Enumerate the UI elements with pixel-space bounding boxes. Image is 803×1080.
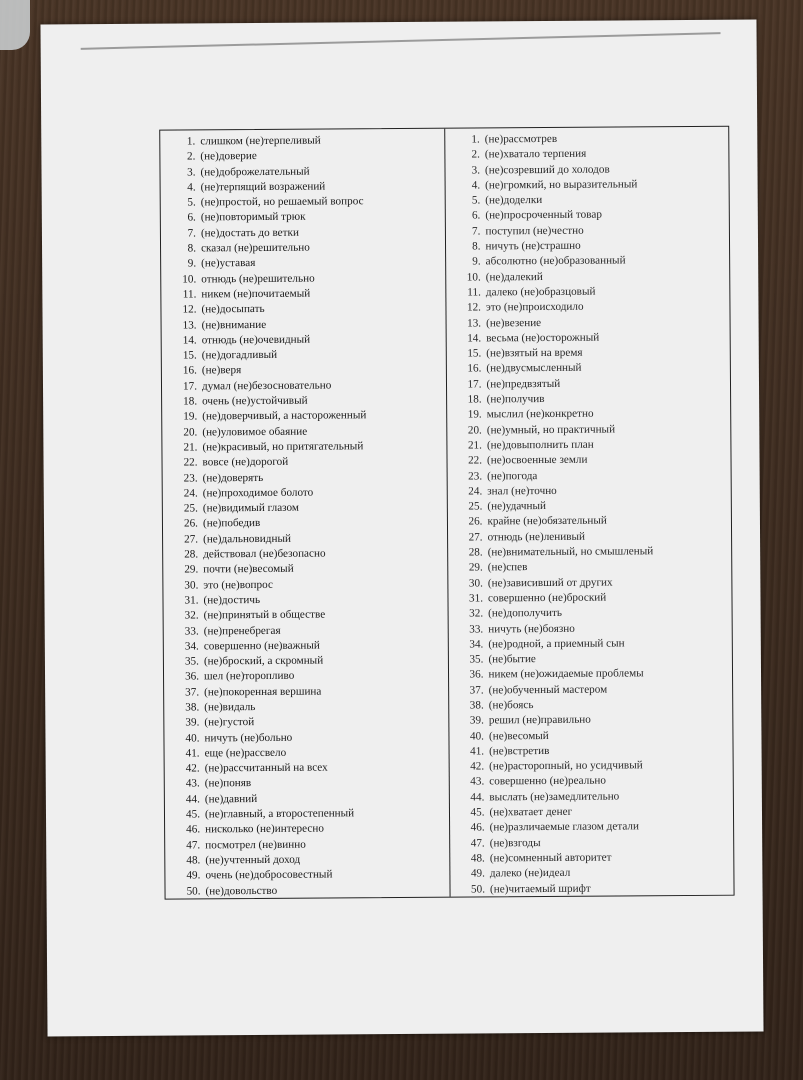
item-text: (не)достать до ветки	[200, 226, 299, 240]
item-text: (не)погода	[487, 469, 538, 482]
item-text: (не)хватает денег	[489, 805, 573, 819]
item-number: 2.	[186, 150, 196, 163]
item-text: (не)освоенные земли	[486, 453, 588, 467]
item-number: 16.	[182, 364, 197, 377]
item-number: 24.	[183, 487, 198, 500]
item-number: 41.	[185, 747, 200, 760]
item-number: 50.	[470, 882, 486, 896]
item-text: (не)принятый в обществе	[203, 608, 326, 622]
item-text: очень (не)добросовестный	[205, 868, 333, 882]
item-number: 9.	[187, 257, 197, 270]
item-text: (не)давний	[204, 792, 258, 806]
item-text: (не)предвзятый	[486, 377, 561, 391]
item-text: (не)сомненный авторитет	[489, 851, 612, 865]
left-column	[160, 129, 450, 899]
item-text: (не)победив	[202, 517, 261, 530]
item-number: 43.	[470, 775, 485, 788]
item-number: 11.	[467, 286, 481, 299]
item-number: 6.	[187, 211, 196, 224]
item-number: 27.	[184, 533, 199, 546]
item-text: (не)получив	[486, 393, 545, 406]
item-number: 11.	[182, 288, 197, 301]
item-number: 38.	[185, 701, 200, 714]
item-text: отнюдь (не)решительно	[201, 272, 315, 286]
item-text: думал (не)безосновательно	[201, 379, 332, 393]
item-text: (не)встретив	[489, 744, 550, 758]
item-text: (не)видимый глазом	[202, 501, 300, 515]
item-text: (не)обученный мастером	[488, 683, 608, 697]
item-text: (не)боясь	[488, 699, 534, 712]
item-text: почти (не)весомый	[203, 563, 294, 576]
item-number: 47.	[186, 839, 201, 852]
item-number: 23.	[468, 469, 483, 483]
item-number: 1.	[471, 133, 480, 146]
item-number: 20.	[183, 426, 198, 439]
item-number: 22.	[468, 454, 483, 467]
item-text: посмотрел (не)винно	[205, 838, 306, 852]
item-number: 21.	[467, 439, 482, 452]
item-text: (не)дальновидный	[203, 532, 292, 546]
item-text: сказал (не)решительно	[201, 241, 310, 255]
item-text: это (не)происходило	[485, 300, 584, 314]
item-text: (не)зависивший от других	[487, 576, 613, 590]
item-number: 18.	[183, 395, 198, 408]
item-number: 35.	[184, 655, 199, 668]
item-number: 23.	[183, 471, 198, 485]
item-number: 38.	[469, 699, 484, 712]
item-number: 30.	[184, 579, 199, 592]
item-text: (не)созревший до холодов	[484, 163, 610, 177]
item-number: 37.	[185, 686, 200, 699]
item-number: 49.	[186, 869, 201, 882]
item-number: 6.	[471, 209, 481, 222]
item-text: (не)красивый, но притягательный	[202, 440, 364, 454]
item-text: действовал (не)безопасно	[203, 547, 326, 561]
item-text: поступил (не)честно	[485, 224, 584, 238]
item-number: 4.	[471, 179, 481, 192]
item-number: 44.	[185, 793, 200, 806]
item-number: 46.	[186, 823, 201, 836]
item-text: (не)рассмотрев	[484, 132, 558, 146]
item-text: (не)поняв	[204, 777, 252, 790]
item-text: далеко (не)идеал	[489, 867, 571, 880]
item-number: 25.	[183, 502, 198, 515]
item-text: (не)учтенный доход	[205, 853, 301, 867]
item-text: еще (не)рассвело	[204, 746, 287, 760]
item-text: (не)внимательный, но смышленый	[487, 545, 654, 559]
item-number: 22.	[183, 456, 198, 469]
item-number: 40.	[469, 730, 484, 743]
item-text: (не)проходимое болото	[202, 486, 314, 500]
item-text: крайне (не)обязательный	[487, 514, 607, 528]
item-number: 32.	[469, 607, 484, 620]
item-number: 48.	[470, 852, 485, 865]
item-number: 46.	[470, 821, 485, 834]
item-text: (не)доброжелательный	[200, 165, 310, 178]
item-number: 35.	[469, 653, 484, 666]
list-item	[450, 880, 734, 897]
item-number: 37.	[469, 684, 484, 697]
item-text: ничуть (не)боязно	[488, 622, 575, 635]
item-number: 34.	[469, 638, 484, 651]
paper-sheet	[40, 20, 763, 1037]
item-text: (не)густой	[204, 716, 255, 729]
item-text: знал (не)точно	[487, 484, 557, 498]
item-text: (не)пренебрегая	[203, 624, 281, 637]
item-number: 4.	[187, 181, 196, 194]
item-number: 5.	[471, 194, 481, 207]
item-text: далеко (не)образцовый	[485, 285, 596, 299]
item-number: 5.	[187, 196, 196, 209]
item-number: 43.	[185, 777, 200, 790]
item-text: (не)двусмысленный	[486, 362, 582, 375]
item-number: 28.	[468, 546, 483, 559]
item-text: (не)внимание	[201, 318, 267, 331]
item-number: 40.	[185, 731, 200, 745]
item-number: 8.	[472, 240, 481, 253]
item-number: 29.	[184, 563, 199, 576]
item-number: 13.	[467, 317, 482, 330]
item-text: (не)доверие	[200, 150, 257, 163]
item-text: никем (не)почитаемый	[201, 287, 311, 301]
item-text: (не)взгоды	[489, 836, 541, 850]
item-number: 30.	[468, 577, 483, 590]
item-number: 9.	[472, 255, 481, 268]
item-text: выслать (не)замедлительно	[489, 790, 620, 804]
item-text: вовсе (не)дорогой	[202, 456, 289, 469]
item-number: 18.	[467, 393, 482, 406]
item-text: слишком (не)терпеливый	[200, 134, 321, 148]
item-number: 39.	[185, 716, 200, 729]
item-text: совершенно (не)важный	[203, 639, 320, 653]
paper-fold-line	[81, 32, 721, 50]
item-text: (не)догадливый	[201, 349, 278, 362]
item-text: (не)весомый	[488, 729, 549, 742]
item-text: (не)спев	[487, 561, 528, 574]
item-number: 7.	[471, 225, 481, 238]
item-number: 17.	[182, 380, 198, 393]
item-text: ничуть (не)страшно	[485, 239, 581, 253]
item-number: 48.	[186, 854, 201, 867]
item-number: 14.	[467, 332, 482, 345]
item-text: ничуть (не)больно	[204, 731, 293, 744]
item-text: (не)терпящий возражений	[200, 180, 326, 194]
item-text: (не)довыполнить план	[486, 438, 594, 452]
item-number: 3.	[471, 164, 481, 177]
item-number: 45.	[185, 808, 201, 821]
item-number: 45.	[470, 806, 485, 819]
item-text: (не)хватало терпения	[484, 148, 587, 161]
item-text: нисколько (не)интересно	[205, 822, 324, 836]
item-text: (не)доделки	[485, 194, 543, 207]
item-text: (не)покоренная вершина	[204, 685, 322, 699]
item-number: 41.	[470, 745, 485, 758]
item-number: 13.	[182, 318, 197, 332]
item-number: 21.	[183, 441, 198, 454]
item-number: 39.	[469, 714, 484, 727]
item-number: 31.	[184, 594, 199, 607]
item-number: 15.	[467, 347, 482, 360]
item-text: (не)простой, но решаемый вопрос	[200, 195, 364, 209]
item-text: (не)везение	[486, 316, 542, 329]
item-number: 33.	[469, 622, 484, 636]
item-text: (не)дополучить	[488, 607, 563, 620]
item-text: (не)просроченный товар	[485, 209, 602, 222]
item-number: 26.	[183, 517, 199, 530]
item-number: 15.	[182, 349, 197, 362]
item-number: 36.	[469, 668, 484, 681]
item-text: (не)доверчивый, а настороженный	[202, 409, 367, 423]
item-text: (не)видаль	[204, 701, 256, 714]
item-number: 42.	[470, 760, 485, 773]
item-text: (не)броский, а скромный	[203, 654, 324, 668]
item-number: 19.	[467, 408, 482, 421]
item-text: (не)веря	[201, 364, 242, 377]
background-object	[0, 0, 30, 50]
item-number: 17.	[467, 378, 482, 391]
item-text: (не)досыпать	[201, 303, 265, 316]
item-number: 1.	[186, 135, 196, 148]
item-text: (не)родной, а приемный сын	[488, 637, 625, 651]
list-item	[165, 882, 449, 899]
word-table	[159, 126, 734, 900]
item-text: это (не)вопрос	[203, 578, 273, 591]
item-number: 50.	[186, 884, 201, 898]
item-number: 33.	[184, 624, 199, 638]
item-text: решил (не)правильно	[488, 713, 591, 727]
item-text: (не)громкий, но выразительный	[485, 178, 638, 192]
item-number: 25.	[468, 500, 483, 513]
item-text: совершенно (не)броский	[487, 591, 607, 605]
item-number: 29.	[468, 561, 483, 574]
item-number: 44.	[470, 791, 485, 804]
item-number: 3.	[187, 166, 196, 179]
item-text: никем (не)ожидаемые проблемы	[488, 667, 644, 681]
item-text: абсолютно (не)образованный	[485, 254, 626, 268]
item-text: (не)уловимое обаяние	[202, 425, 308, 439]
item-text: (не)различаемые глазом детали	[489, 820, 640, 834]
item-number: 10.	[182, 273, 197, 286]
item-text: (не)умный, но практичный	[486, 423, 616, 437]
item-text: (не)удачный	[487, 500, 547, 513]
item-text: отнюдь (не)ленивый	[487, 530, 586, 544]
item-text: совершенно (не)реально	[489, 775, 607, 788]
item-number: 14.	[182, 334, 197, 347]
item-text: очень (не)устойчивый	[202, 394, 308, 408]
item-number: 2.	[471, 148, 480, 161]
item-number: 24.	[468, 485, 483, 498]
item-number: 12.	[466, 301, 482, 314]
item-text: (не)уставая	[201, 257, 256, 270]
item-text: шел (не)торопливо	[203, 670, 295, 683]
item-number: 20.	[467, 424, 482, 437]
item-text: (не)расторопный, но усидчивый	[489, 759, 643, 773]
item-number: 36.	[185, 670, 200, 683]
item-number: 31.	[468, 592, 484, 605]
item-number: 28.	[184, 548, 199, 561]
item-number: 19.	[183, 410, 198, 423]
item-number: 8.	[187, 242, 197, 255]
item-text: (не)рассчитанный на всех	[204, 761, 328, 775]
item-text: (не)бытие	[488, 653, 536, 666]
item-number: 42.	[185, 762, 200, 775]
item-number: 7.	[187, 227, 196, 240]
item-number: 32.	[184, 609, 199, 622]
item-text: (не)достичь	[203, 593, 261, 607]
item-text: (не)далекий	[485, 270, 543, 284]
item-number: 12.	[182, 303, 197, 316]
right-column	[445, 127, 734, 897]
item-text: отнюдь (не)очевидный	[201, 333, 311, 347]
item-text: (не)довольство	[205, 884, 278, 897]
item-number: 49.	[470, 867, 485, 880]
item-number: 34.	[184, 640, 199, 653]
item-text: (не)читаемый шрифт	[489, 882, 591, 895]
item-number: 26.	[468, 515, 483, 528]
item-text: (не)доверять	[202, 471, 264, 484]
item-number: 27.	[468, 531, 483, 544]
item-text: мыслил (не)конкретно	[486, 408, 594, 421]
item-text: (не)взятый на время	[486, 346, 583, 360]
item-text: (не)главный, а второстепенный	[204, 807, 355, 821]
item-number: 16.	[467, 362, 482, 375]
item-text: весьма (не)осторожный	[486, 331, 600, 345]
item-number: 10.	[466, 271, 481, 284]
item-number: 47.	[470, 837, 485, 850]
item-text: (не)повторимый трюк	[200, 211, 306, 224]
